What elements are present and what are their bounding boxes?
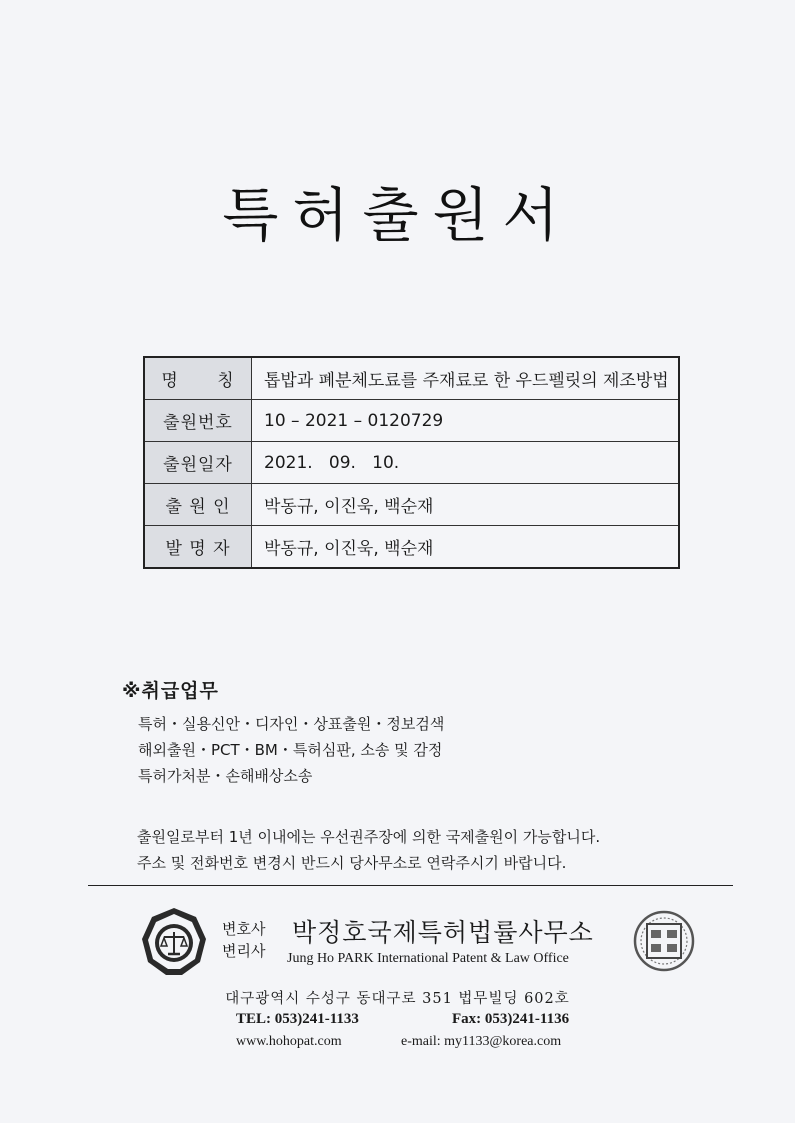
- firm-address: 대구광역시 수성구 동대구로 351 법무빌딩 602호: [225, 991, 570, 1007]
- row-value: 박동규, 이진욱, 백순재: [252, 526, 680, 569]
- row-value: 2021. 09. 10.: [252, 442, 680, 484]
- row-label: 발 명 자: [144, 526, 252, 569]
- court-emblem-icon: [138, 906, 210, 978]
- table-row: [144, 442, 679, 484]
- role-lawyer: 변호사: [222, 920, 266, 938]
- row-value: 박동규, 이진욱, 백순재: [252, 484, 680, 526]
- row-label: 명 칭: [144, 357, 252, 400]
- firm-name-korean: 박정호국제특허법률사무소: [292, 918, 594, 947]
- row-label: 출원번호: [144, 400, 252, 442]
- table-row: [144, 484, 679, 526]
- notice-line: 주소 및 전화번호 변경시 반드시 당사무소로 연락주시기 바랍니다.: [137, 854, 567, 872]
- firm-email[interactable]: e-mail: my1133@korea.com: [401, 1034, 562, 1049]
- seal-stamp-icon: [633, 910, 695, 972]
- notices: [137, 824, 600, 876]
- service-line: 특허가처분・손해배상소송: [138, 767, 313, 785]
- firm-roles: [222, 918, 265, 962]
- table-row: [144, 357, 679, 400]
- role-patent-attorney: 변리사: [222, 942, 266, 960]
- firm-name-english: Jung Ho PARK International Patent & Law Office: [287, 951, 569, 966]
- table-row: [144, 526, 679, 569]
- table-row: [144, 400, 679, 442]
- row-label: 출원일자: [144, 442, 252, 484]
- divider: [88, 885, 733, 886]
- application-info-table: [143, 356, 680, 569]
- notice-line: 출원일로부터 1년 이내에는 우선권주장에 의한 국제출원이 가능합니다.: [137, 828, 601, 846]
- row-label: 출 원 인: [144, 484, 252, 526]
- firm-fax: Fax: 053)241-1136: [452, 1011, 570, 1027]
- services-heading: ※취급업무: [122, 680, 219, 702]
- row-value: 톱밥과 폐분체도료를 주재료로 한 우드펠릿의 제조방법: [252, 357, 680, 400]
- firm-website[interactable]: www.hohopat.com: [236, 1034, 342, 1049]
- service-line: 해외출원・PCT・BM・특허심판, 소송 및 감정: [138, 741, 443, 759]
- document-title: 특허출원서: [222, 181, 573, 249]
- firm-tel: TEL: 053)241-1133: [236, 1011, 359, 1027]
- row-value: 10 – 2021 – 0120729: [252, 400, 680, 442]
- services-list: [138, 711, 444, 789]
- service-line: 특허・실용신안・디자인・상표출원・정보검색: [138, 715, 445, 733]
